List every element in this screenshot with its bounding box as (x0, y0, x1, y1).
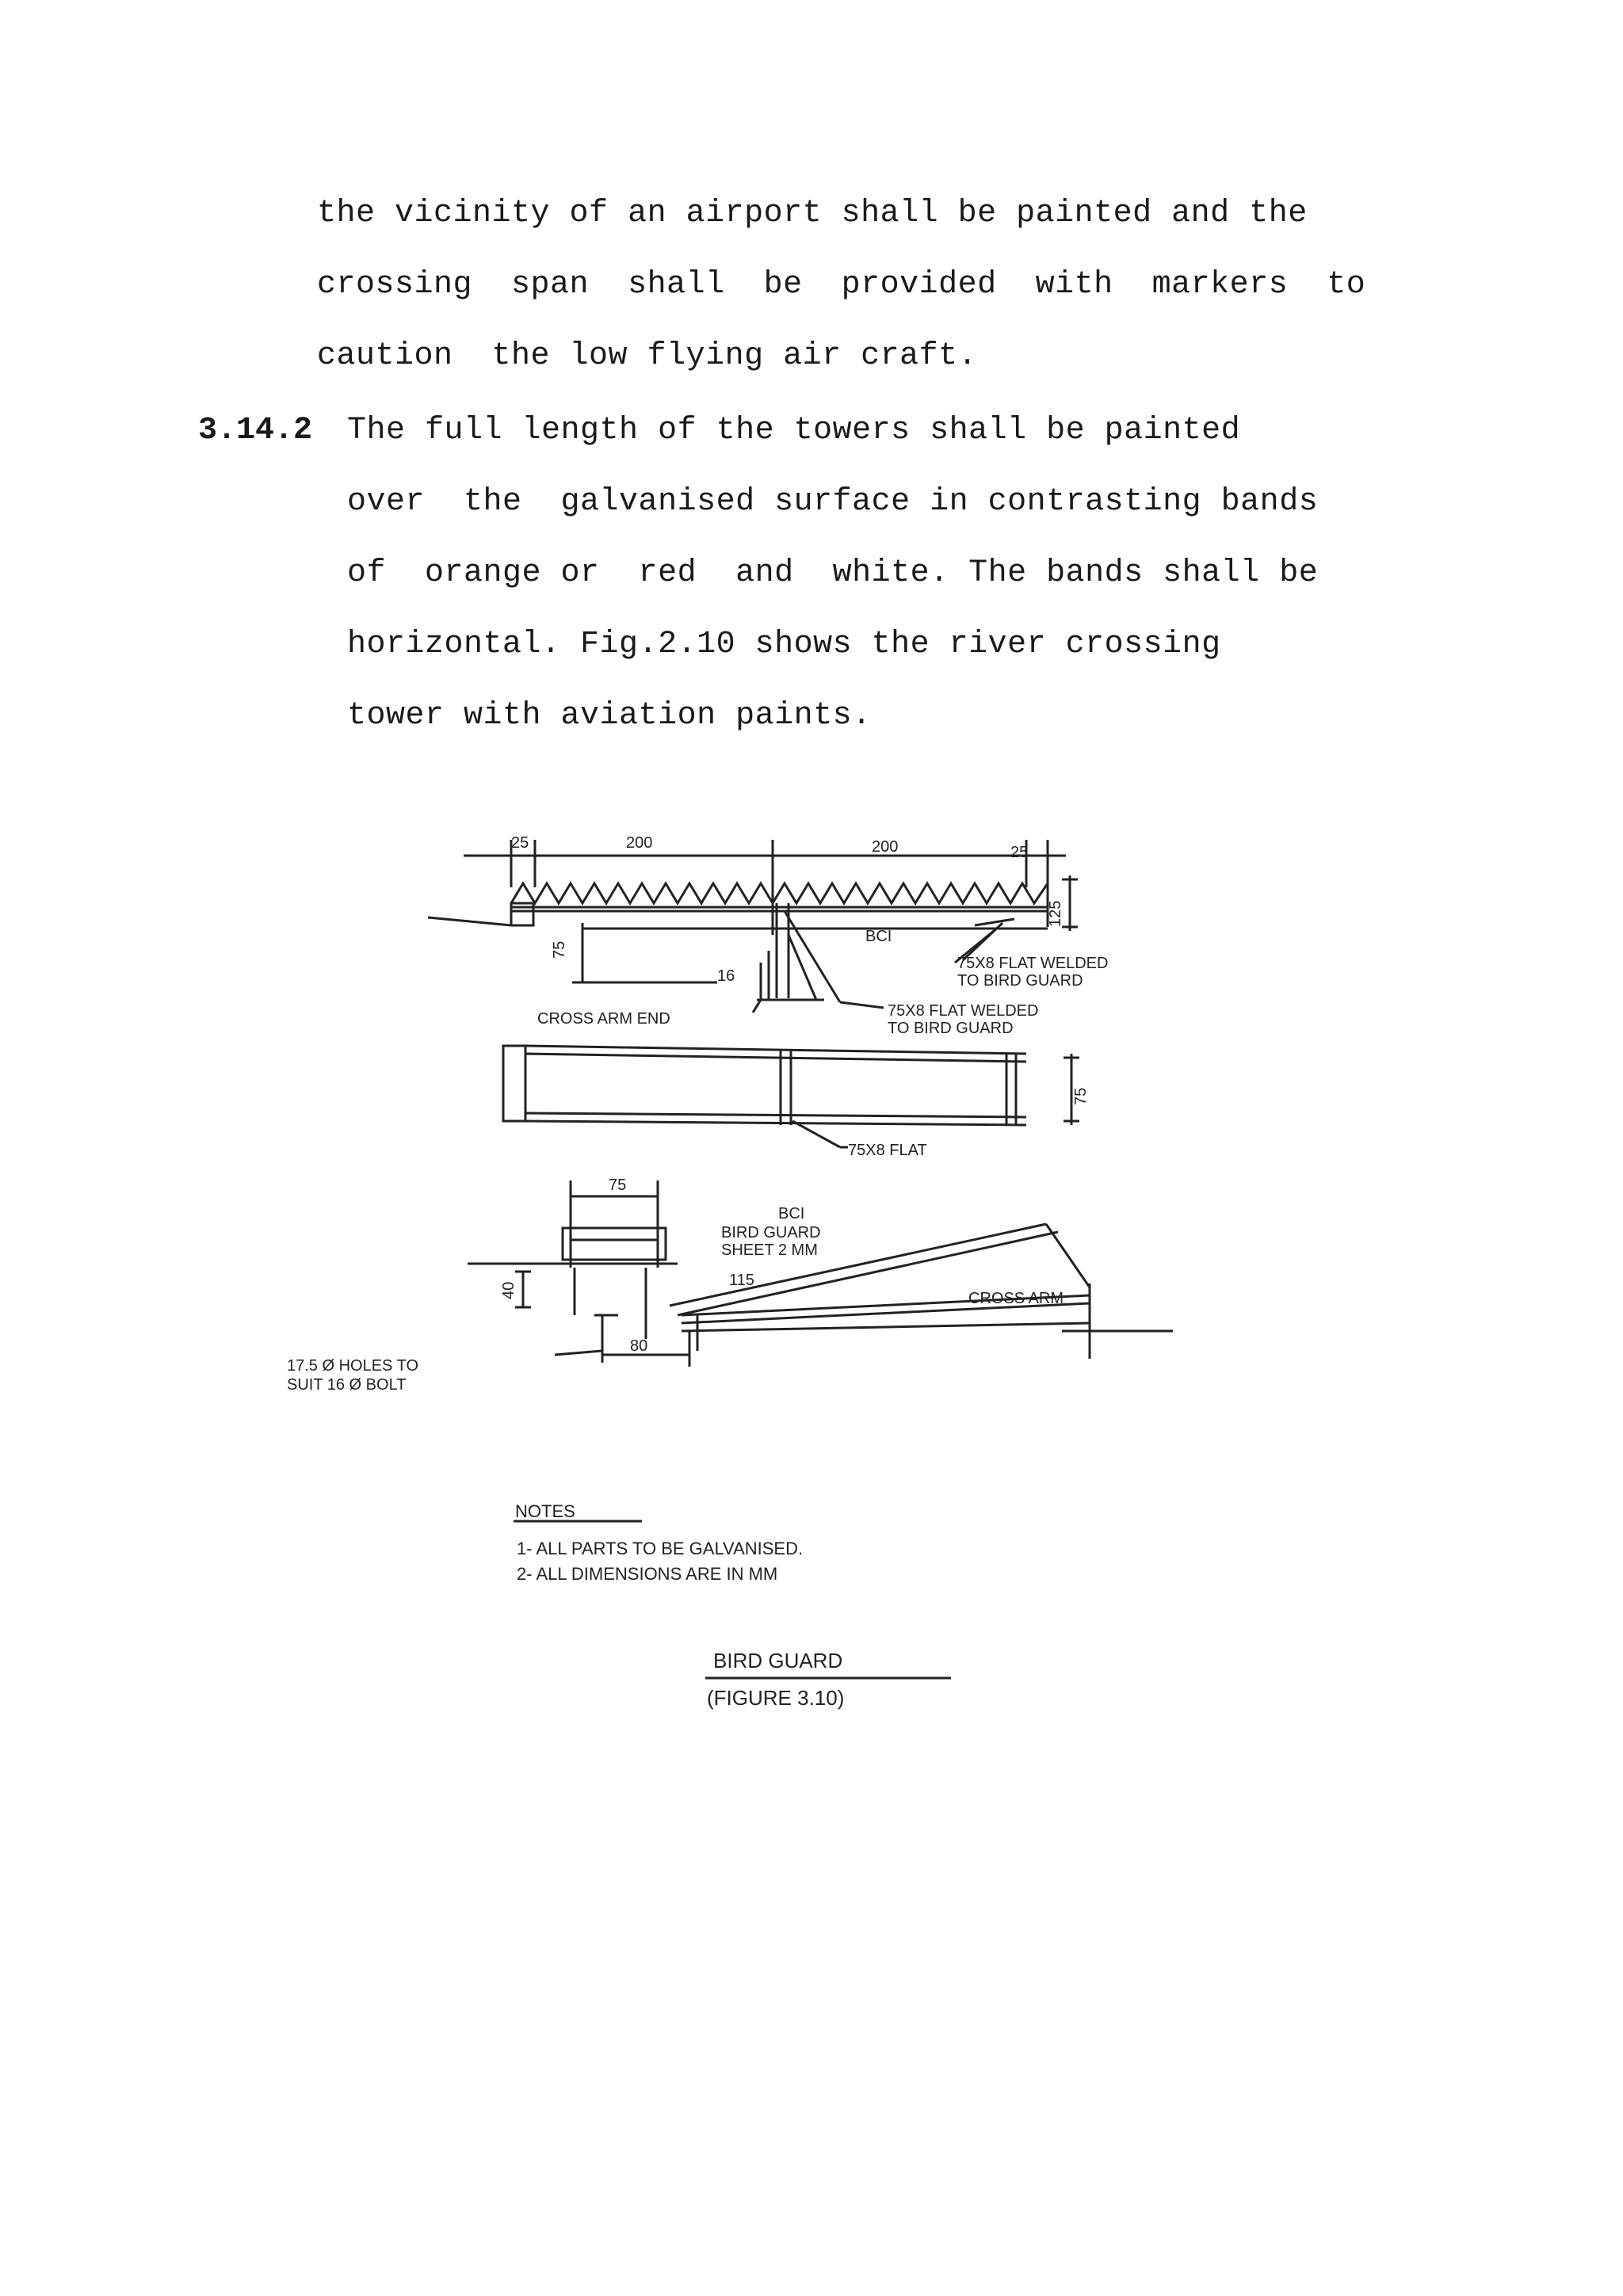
dim-label: 40 (500, 1281, 517, 1299)
text-line: caution the low flying air craft. (317, 338, 978, 374)
text-line: The full length of the towers shall be painted (347, 413, 1241, 448)
dim-label: 200 (626, 834, 653, 852)
dim-label: 25 (1010, 844, 1029, 861)
dim-label: 125 (1047, 900, 1064, 927)
callout-label: 75X8 FLAT WELDED (888, 1002, 1039, 1020)
notes-title: NOTES (515, 1501, 575, 1521)
zigzag-teeth (511, 883, 1048, 903)
note-item: 2- ALL DIMENSIONS ARE IN MM (517, 1564, 778, 1584)
dim-label: 115 (729, 1272, 754, 1289)
caption-title: BIRD GUARD (713, 1649, 843, 1672)
callout-label: CROSS ARM (968, 1290, 1064, 1307)
section-number: 3.14.2 (198, 413, 313, 448)
dim-label: 75 (1072, 1087, 1090, 1105)
dim-label: 200 (872, 838, 899, 856)
text-line: horizontal. Fig.2.10 shows the river crossing (347, 627, 1221, 662)
text-line: over the galvanised surface in contrasting bands (347, 484, 1319, 520)
dim-label: 80 (630, 1337, 648, 1355)
notes-block (515, 1501, 803, 1584)
callout-label: BCI (778, 1205, 805, 1222)
text-line: the vicinity of an airport shall be painted and the (317, 196, 1308, 231)
dim-label: 16 (717, 967, 735, 985)
callout-label: TO BIRD GUARD (888, 1020, 1014, 1037)
callout-label: CROSS ARM END (537, 1010, 670, 1028)
callout-label: SHEET 2 MM (721, 1241, 818, 1259)
dim-label: 75 (609, 1177, 627, 1194)
text-line: of orange or red and white. The bands shall be (347, 555, 1319, 591)
callout-label: BCI (865, 928, 892, 945)
callout-label: 75X8 FLAT (848, 1142, 927, 1159)
callout-label: SUIT 16 Ø BOLT (287, 1376, 407, 1394)
note-item: 1- ALL PARTS TO BE GALVANISED. (517, 1539, 804, 1558)
callout-label: TO BIRD GUARD (957, 972, 1083, 990)
callout-label: 75X8 FLAT WELDED (957, 955, 1109, 972)
text-line: tower with aviation paints. (347, 698, 872, 734)
callout-label: 17.5 Ø HOLES TO (287, 1357, 419, 1375)
dim-label: 75 (551, 940, 568, 959)
callout-label: BIRD GUARD (721, 1224, 821, 1241)
dim-label: 25 (511, 834, 529, 852)
text-line: crossing span shall be provided with markers to (317, 267, 1366, 303)
caption-number: (FIGURE 3.10) (707, 1686, 845, 1710)
